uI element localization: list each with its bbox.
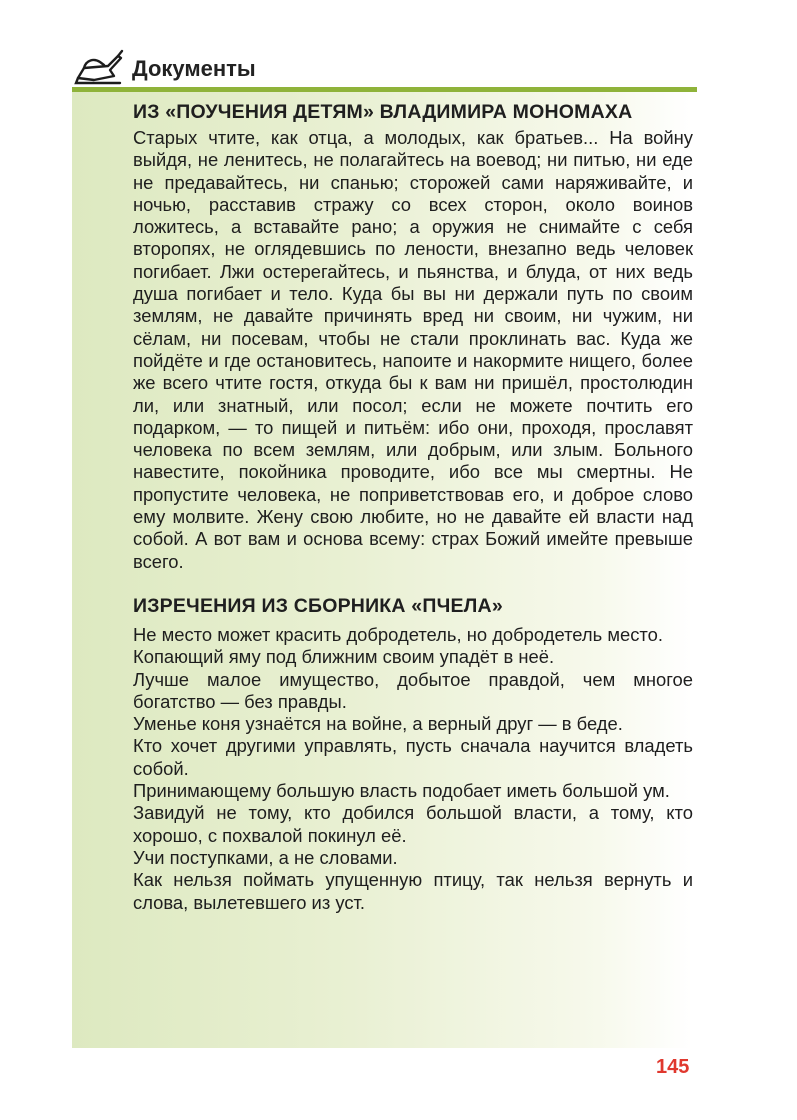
- page-number: 145: [656, 1056, 690, 1078]
- hand-writing-pen-icon: [74, 48, 124, 86]
- saying-item: Не место может красить добродетель, но добродетель место.: [133, 623, 663, 645]
- saying-item: Завидуй не тому, кто добился большой власти, а тому, кто хорошо, с похвалой покинул её.: [133, 802, 693, 846]
- saying-item: Учи поступками, а не словами.: [133, 846, 398, 868]
- saying-item: Копающий яму под ближним своим упадёт в неё.: [133, 646, 555, 668]
- header-title: Документы: [132, 56, 256, 81]
- section-title-pouchenie: ИЗ «ПОУЧЕНИЯ ДЕТЯМ» ВЛАДИМИРА МОНОМАХА: [133, 101, 633, 123]
- sayings-list: [133, 624, 693, 914]
- section-title-pchela: ИЗРЕЧЕНИЯ ИЗ СБОРНИКА «ПЧЕЛА»: [133, 594, 503, 617]
- pouchenie-text: Старых чтите, как отца, а молодых, как братьев... На войну выйдя, не ленитесь, не полагайтесь на воевод; ни питью, ни еде не предавайтесь, ни спанью; сторожей сами наряживайте, и ночью, расставив стражу со всех сторон, около воинов ложитесь, а вставайте рано; а оружия не снимайте с себя второпях, не оглядевшись по лености, внезапно ведь человек погибает. Лжи остерегайтесь, и пьянства, и блуда, от них ведь душа погибает и тело. Куда бы вы ни держали путь по своим землям, не давайте причинять вред ни своим, ни чужим, ни сёлам, ни посевам, чтобы не стали проклинать вас. Куда же пойдёте и где остановитесь, напоите и накормите нищего, более же всего чтите гостя, откуда бы к вам ни пришёл, простолюдин ли, или знатный, или посол; если не можете почтить его подарком, — то пищей и питьём: ибо они, проходя, прославят человека по всем землям, или добрым, или злым. Больного навестите, покойника проводите, ибо все мы смертны. Не пропустите человека, не поприветствовав его, и доброе слово ему молвите. Жену свою любите, но не давайте ей власти над собой. А вот вам и основа всему: страх Божий имейте превыше всего.: [133, 127, 693, 572]
- saying-item: Как нельзя поймать упущенную птицу, так нельзя вернуть и слова, вылетевшего из уст.: [133, 869, 693, 913]
- saying-item: Кто хочет другими управлять, пусть сначала научится владеть собой.: [133, 735, 693, 779]
- document-content: [133, 100, 693, 914]
- section-header: [72, 38, 697, 93]
- header-divider: [72, 87, 697, 92]
- saying-item: Принимающему большую власть подобает иметь большой ум.: [133, 780, 670, 802]
- saying-item: Лучше малое имущество, добытое правдой, чем многое богатство — без правды.: [133, 668, 693, 712]
- saying-item: Уменье коня узнаётся на войне, а верный друг — в беде.: [133, 713, 623, 735]
